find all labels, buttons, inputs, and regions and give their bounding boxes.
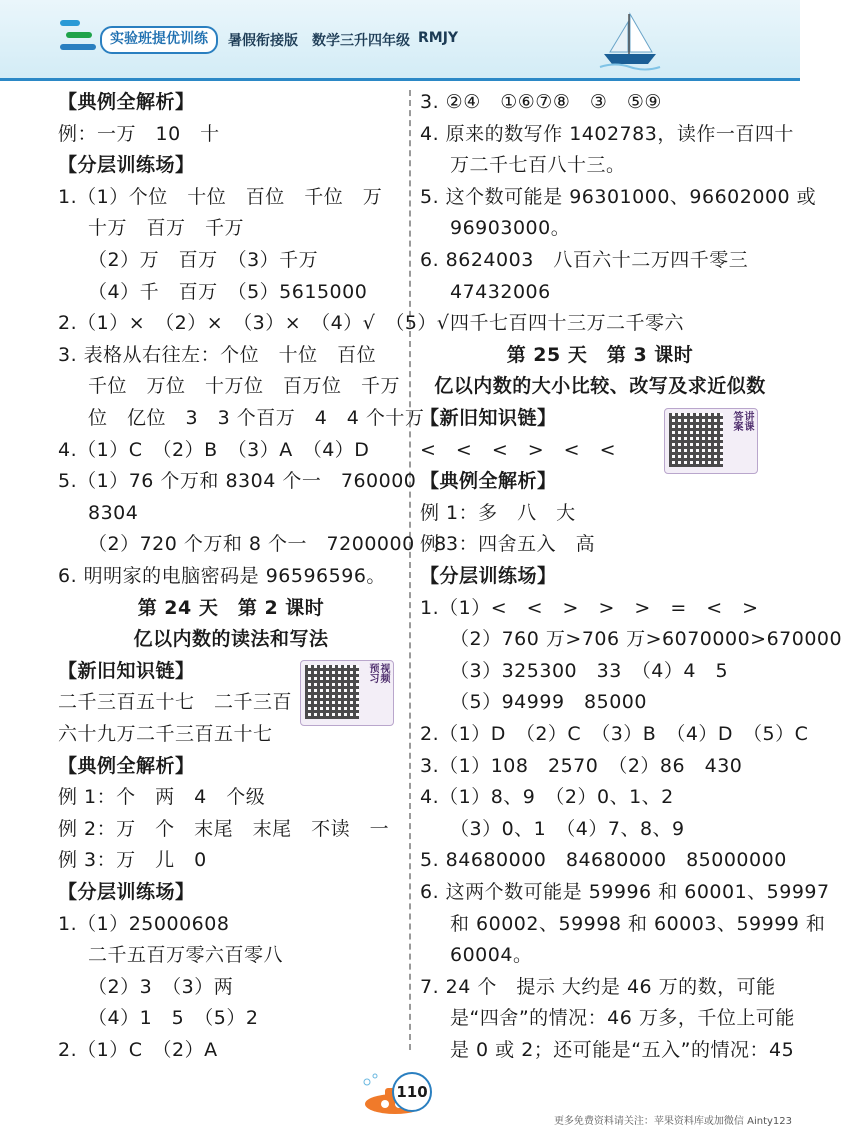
- lesson-title: 亿以内数的读法和写法: [133, 628, 329, 651]
- qr-card[interactable]: [664, 408, 758, 474]
- qr-code-icon: [305, 665, 359, 719]
- answer-line: 6. 明明家的电脑密码是 96596596。: [58, 565, 386, 587]
- answer-line: （2）万 百万 （3）千万: [88, 249, 319, 271]
- answer-line: 6. 这两个数可能是 59996 和 60001、59997: [420, 881, 830, 903]
- answer-line: （4）千 百万 （5）5615000: [88, 280, 368, 303]
- answer-line: 例 1：多 八 大: [420, 501, 576, 524]
- qr-code-icon: [669, 413, 723, 467]
- qr-label: 讲课 答案: [731, 411, 753, 431]
- section-heading: 【典例全解析】: [420, 470, 557, 493]
- answer-line: 例 3：万 儿 0: [58, 849, 207, 872]
- answer-line: 和 60002、59998 和 60003、59999 和: [450, 912, 826, 935]
- answer-line: 4.（1）8、9 （2）0、1、2: [420, 786, 674, 809]
- logo-icon: [58, 16, 100, 56]
- answer-line: 万二千七百八十三。: [450, 154, 626, 177]
- answer-line: 六十九万二千三百五十七: [58, 723, 273, 745]
- page-number: 110: [392, 1072, 432, 1112]
- answer-line: （2）720 个万和 8 个一 7200000 8: [88, 533, 447, 556]
- sailboat-icon: [600, 12, 660, 70]
- answer-line: （2）760 万>706 万>6070000>670000: [450, 628, 842, 651]
- page-header: [0, 0, 800, 81]
- answer-line: 1.（1）个位 十位 百位 千位 万: [58, 185, 383, 208]
- answer-line: 5. 84680000 84680000 85000000: [420, 849, 787, 872]
- answer-line: 3.（1）108 2570 （2）86 430: [420, 754, 743, 777]
- section-heading: 【典例全解析】: [58, 754, 195, 777]
- answer-line: 2.（1）× （2）× （3）× （4）√ （5）√: [58, 312, 450, 335]
- answer-line: 4.（1）C （2）B （3）A （4）D: [58, 438, 370, 461]
- answer-line: 例：一万 10 十: [58, 122, 220, 145]
- section-heading: 【新旧知识链】: [58, 659, 195, 682]
- edition-label: 暑假衔接版: [228, 33, 298, 49]
- answer-line: 5.（1）76 个万和 8304 个一 760000: [58, 470, 417, 493]
- answer-line: 3. 表格从右往左：个位 十位 百位: [58, 343, 377, 366]
- answer-line: 7. 24 个 提示 大约是 46 万的数，可能: [420, 975, 776, 998]
- answer-line: 1.（1）< < > > > = < >: [420, 596, 759, 619]
- answer-line: 例 1：个 两 4 个级: [58, 786, 266, 809]
- lesson-title: 第 24 天 第 2 课时: [137, 596, 325, 619]
- footer-note: 更多免费资料请关注：苹果资料库或加微信 Ainty123: [553, 1116, 792, 1127]
- answer-line: （2）3 （3）两: [88, 975, 234, 998]
- grade-label: 数学三升四年级: [312, 33, 410, 49]
- lesson-title: 亿以内数的大小比较、改写及求近似数: [434, 375, 766, 398]
- answer-line: 例 3：四舍五入 高: [420, 533, 596, 556]
- answer-line: 是“四舍”的情况：46 万多，千位上可能: [450, 1007, 795, 1030]
- answer-line: 二千五百万零六百零八: [88, 944, 284, 967]
- answer-line: 是 0 或 2；还可能是“五入”的情况：45: [450, 1039, 795, 1061]
- answer-line: 2.（1）C （2）A: [58, 1039, 218, 1061]
- answer-line: 千位 万位 十万位 百万位 千万: [88, 375, 401, 398]
- answer-line: 二千三百五十七 二千三百: [58, 691, 293, 714]
- answer-line: （3）0、1 （4）7、8、9: [450, 817, 685, 840]
- answer-line: 47432006: [450, 280, 551, 303]
- answer-line: < < < > < <: [420, 438, 617, 461]
- answer-line: 8304: [88, 501, 139, 524]
- qr-label: 视频 预习: [367, 663, 389, 683]
- answer-line: 位 亿位 3 3 个百万 4 4 个十万: [88, 407, 425, 429]
- answer-line: （5）94999 85000: [450, 691, 647, 714]
- lesson-title: 第 25 天 第 3 课时: [506, 343, 694, 366]
- answer-line: 1.（1）25000608: [58, 912, 230, 935]
- answer-line: 2.（1）D （2）C （3）B （4）D （5）C: [420, 723, 809, 745]
- answer-line: 5. 这个数可能是 96301000、96602000 或: [420, 185, 817, 208]
- column-divider: [409, 90, 411, 1050]
- answer-line: （4）1 5 （5）2: [88, 1007, 259, 1030]
- answer-line: 6. 8624003 八百六十二万四千零三: [420, 249, 749, 271]
- answer-line: 60004。: [450, 944, 533, 967]
- section-heading: 【新旧知识链】: [420, 407, 557, 429]
- answer-line: 96903000。: [450, 217, 571, 240]
- answer-line: 4. 原来的数写作 1402783，读作一百四十: [420, 122, 794, 145]
- answer-line: 3. ②④ ①⑥⑦⑧ ③ ⑤⑨: [420, 91, 662, 113]
- section-heading: 【分层训练场】: [58, 881, 195, 903]
- publisher-label: RMJY: [418, 30, 459, 46]
- answer-line: （3）325300 33 （4）4 5: [450, 659, 729, 682]
- section-heading: 【分层训练场】: [58, 154, 195, 177]
- answer-line: 十万 百万 千万: [88, 217, 245, 240]
- section-heading: 【典例全解析】: [58, 91, 195, 113]
- brand-title: 实验班提优训练: [100, 26, 218, 54]
- qr-card[interactable]: [300, 660, 394, 726]
- section-heading: 【分层训练场】: [420, 565, 557, 587]
- answer-line: 四千七百四十三万二千零六: [450, 312, 685, 335]
- answer-line: 例 2：万 个 末尾 末尾 不读 一: [58, 817, 390, 840]
